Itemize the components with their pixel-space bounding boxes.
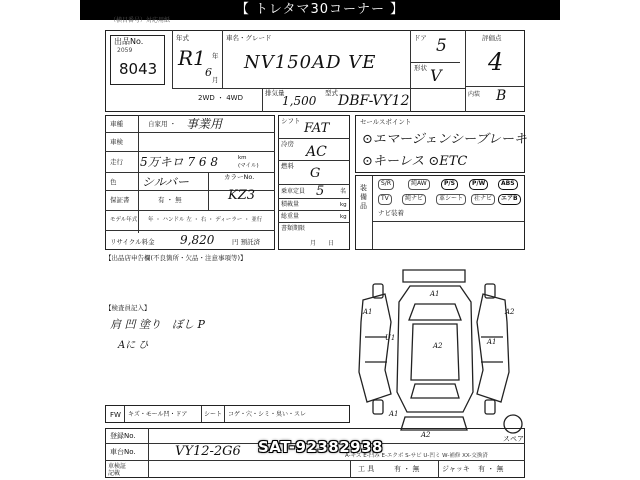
mark-front: A1	[430, 290, 440, 298]
year-label: 年式	[176, 34, 189, 42]
sales-points	[355, 115, 525, 173]
mileage-value: 5万キロ 7 6 8	[140, 155, 218, 169]
fw-sheet: シート	[204, 411, 223, 418]
capacity-value: 5	[316, 184, 325, 199]
aircon-label: 冷房	[281, 140, 294, 148]
lot-number: 8043	[119, 60, 158, 78]
doors-value: 5	[436, 36, 447, 56]
spare-label: スペア	[503, 435, 524, 443]
load-unit: kg	[340, 202, 347, 208]
fw-label: FW	[110, 411, 121, 419]
mark-rear-left: A1	[389, 410, 399, 418]
chassis-value: VY12-2G6	[175, 444, 241, 459]
recycle-value: 9,820	[180, 233, 215, 247]
fuel-value: G	[310, 166, 321, 181]
inspector-line1: 肩 凹 塗り ぼし P	[110, 318, 205, 331]
color-label: 色	[110, 178, 117, 186]
stock-id-overlay: SAT-92382938	[258, 438, 383, 456]
score-label: 評価点	[482, 34, 502, 42]
header-small: （横目番号）対応用紙	[110, 17, 171, 24]
mark-right-front: A2	[505, 308, 515, 316]
lot-sub: 2059	[117, 47, 133, 54]
model-label: 車名・グレード	[226, 34, 272, 42]
mark-right-side: A1	[487, 338, 497, 346]
sales-label: セールスポイント	[360, 118, 412, 126]
model-code-value: DBF-VY12	[338, 93, 410, 109]
lot-box	[110, 35, 165, 85]
capacity-unit: 名	[340, 188, 347, 195]
equipment	[355, 175, 525, 250]
fw-items: キズ・モール凹・ドア	[128, 411, 188, 418]
equip-aw: 純AW	[408, 179, 430, 190]
body-type-label: 形状	[414, 64, 427, 72]
trans-value: FAT	[304, 121, 330, 136]
warranty-value: 有 ・ 無	[158, 196, 182, 204]
equip-nav: 純ナビ	[402, 194, 426, 205]
model-year-label: モデル年式	[110, 217, 138, 223]
chassis-label: 車台No.	[110, 448, 136, 456]
register-label: 登録No.	[110, 432, 136, 440]
inspection-label: 車検	[110, 138, 123, 146]
sales-line1: ⊙エマージェンシーブレーキ	[362, 132, 527, 147]
fw-items2: コゲ・穴・シミ・臭い・スレ	[228, 411, 307, 418]
model-code-label: 型式	[325, 89, 338, 97]
equipment-label: 装備品	[360, 184, 367, 210]
seller-notes-label: 【出品店申告欄(不良箇所・欠品・注意事項等)】	[105, 254, 247, 262]
drive-label: 2WD ・ 4WD	[198, 94, 243, 102]
mark-left-side: U1	[385, 334, 396, 342]
inspector-line2: Aに ひ	[118, 340, 149, 351]
equip-pw: P/W	[469, 179, 488, 190]
aircon-value: AC	[306, 144, 327, 160]
fuel-label: 燃料	[281, 162, 294, 170]
vehicle-kind-options: 自家用 ・	[148, 120, 177, 128]
equip-tv: TV	[378, 194, 392, 205]
body-type-value: V	[430, 66, 442, 85]
recycle-unit: 円 預託済	[232, 238, 261, 246]
mileage-unit2: (マイル)	[238, 163, 259, 169]
year-value: R1	[178, 46, 206, 70]
color-value: シルバー	[142, 175, 189, 189]
equip-leather: 革シート	[436, 194, 466, 205]
fw-row	[105, 405, 350, 423]
month-unit: 月	[212, 76, 219, 84]
mark-center: A2	[433, 342, 443, 350]
score-value: 4	[488, 48, 504, 76]
interior-value: B	[496, 88, 507, 104]
load-label: 積載量	[281, 201, 300, 208]
doc-date-label: 書類期限	[281, 225, 306, 232]
vehicle-kind-value: 事業用	[186, 117, 223, 131]
corner-banner: 【 トレタマ30コーナー 】	[80, 0, 560, 20]
year-month: 6	[205, 66, 212, 79]
equip-airbag: エアB	[498, 194, 521, 205]
equip-sr: S/R	[378, 179, 394, 190]
mileage-unit: km	[238, 155, 247, 161]
inspection-cert-label: 車検証 記載	[108, 463, 127, 477]
warranty-label: 保証書	[110, 196, 130, 204]
year-unit: 年	[212, 52, 219, 60]
interior-label: 内装	[468, 91, 481, 98]
equip-abs: ABS	[498, 179, 518, 190]
mark-left-front: A1	[363, 308, 373, 316]
mark-rear: A2	[421, 431, 431, 437]
inspector-label: 【検査員記入】	[105, 304, 151, 312]
car-damage-diagram	[355, 262, 530, 437]
tools-label: 工 具	[358, 465, 375, 473]
nav-install-label: ナビ装着	[378, 209, 404, 217]
lot-label: 出品No.	[114, 37, 144, 46]
vehicle-kind-label: 車種	[110, 120, 123, 128]
jack-value: 有 ・ 無	[478, 465, 504, 473]
mileage-label: 走行	[110, 158, 123, 166]
recycle-label: リサイクル料金	[110, 238, 155, 246]
equip-ps: P/S	[441, 179, 458, 190]
doors-label: ドア	[414, 34, 427, 42]
capacity-label: 乗車定員	[281, 188, 306, 195]
displacement-label: 排気量	[265, 89, 285, 97]
tools-value: 有 ・ 無	[394, 465, 420, 473]
displacement-value: 1,500	[282, 94, 317, 108]
damage-key: A-キズ E-凹み E-エクボ S-サビ U-凹ミ W-補修 XX-交換済	[345, 453, 488, 459]
jack-label: ジャッキ	[442, 465, 470, 473]
model-year-value: 年 ・ ハンドル 左 ・ 右 ・ ディーラー ・ 並行	[148, 217, 263, 223]
doc-date-unit: 月 日	[310, 240, 335, 247]
sales-line2: ⊙キーレス ⊙ETC	[362, 154, 468, 169]
equip-aftermarket-nav: 社ナビ	[471, 194, 495, 205]
model-value: NV150AD VE	[244, 52, 377, 73]
gvw-unit: kg	[340, 214, 347, 220]
gvw-label: 総重量	[281, 213, 300, 220]
color-code-label: カラーNo.	[224, 173, 255, 181]
trans-label: シフト	[281, 117, 301, 125]
color-code-value: KZ3	[228, 188, 256, 203]
